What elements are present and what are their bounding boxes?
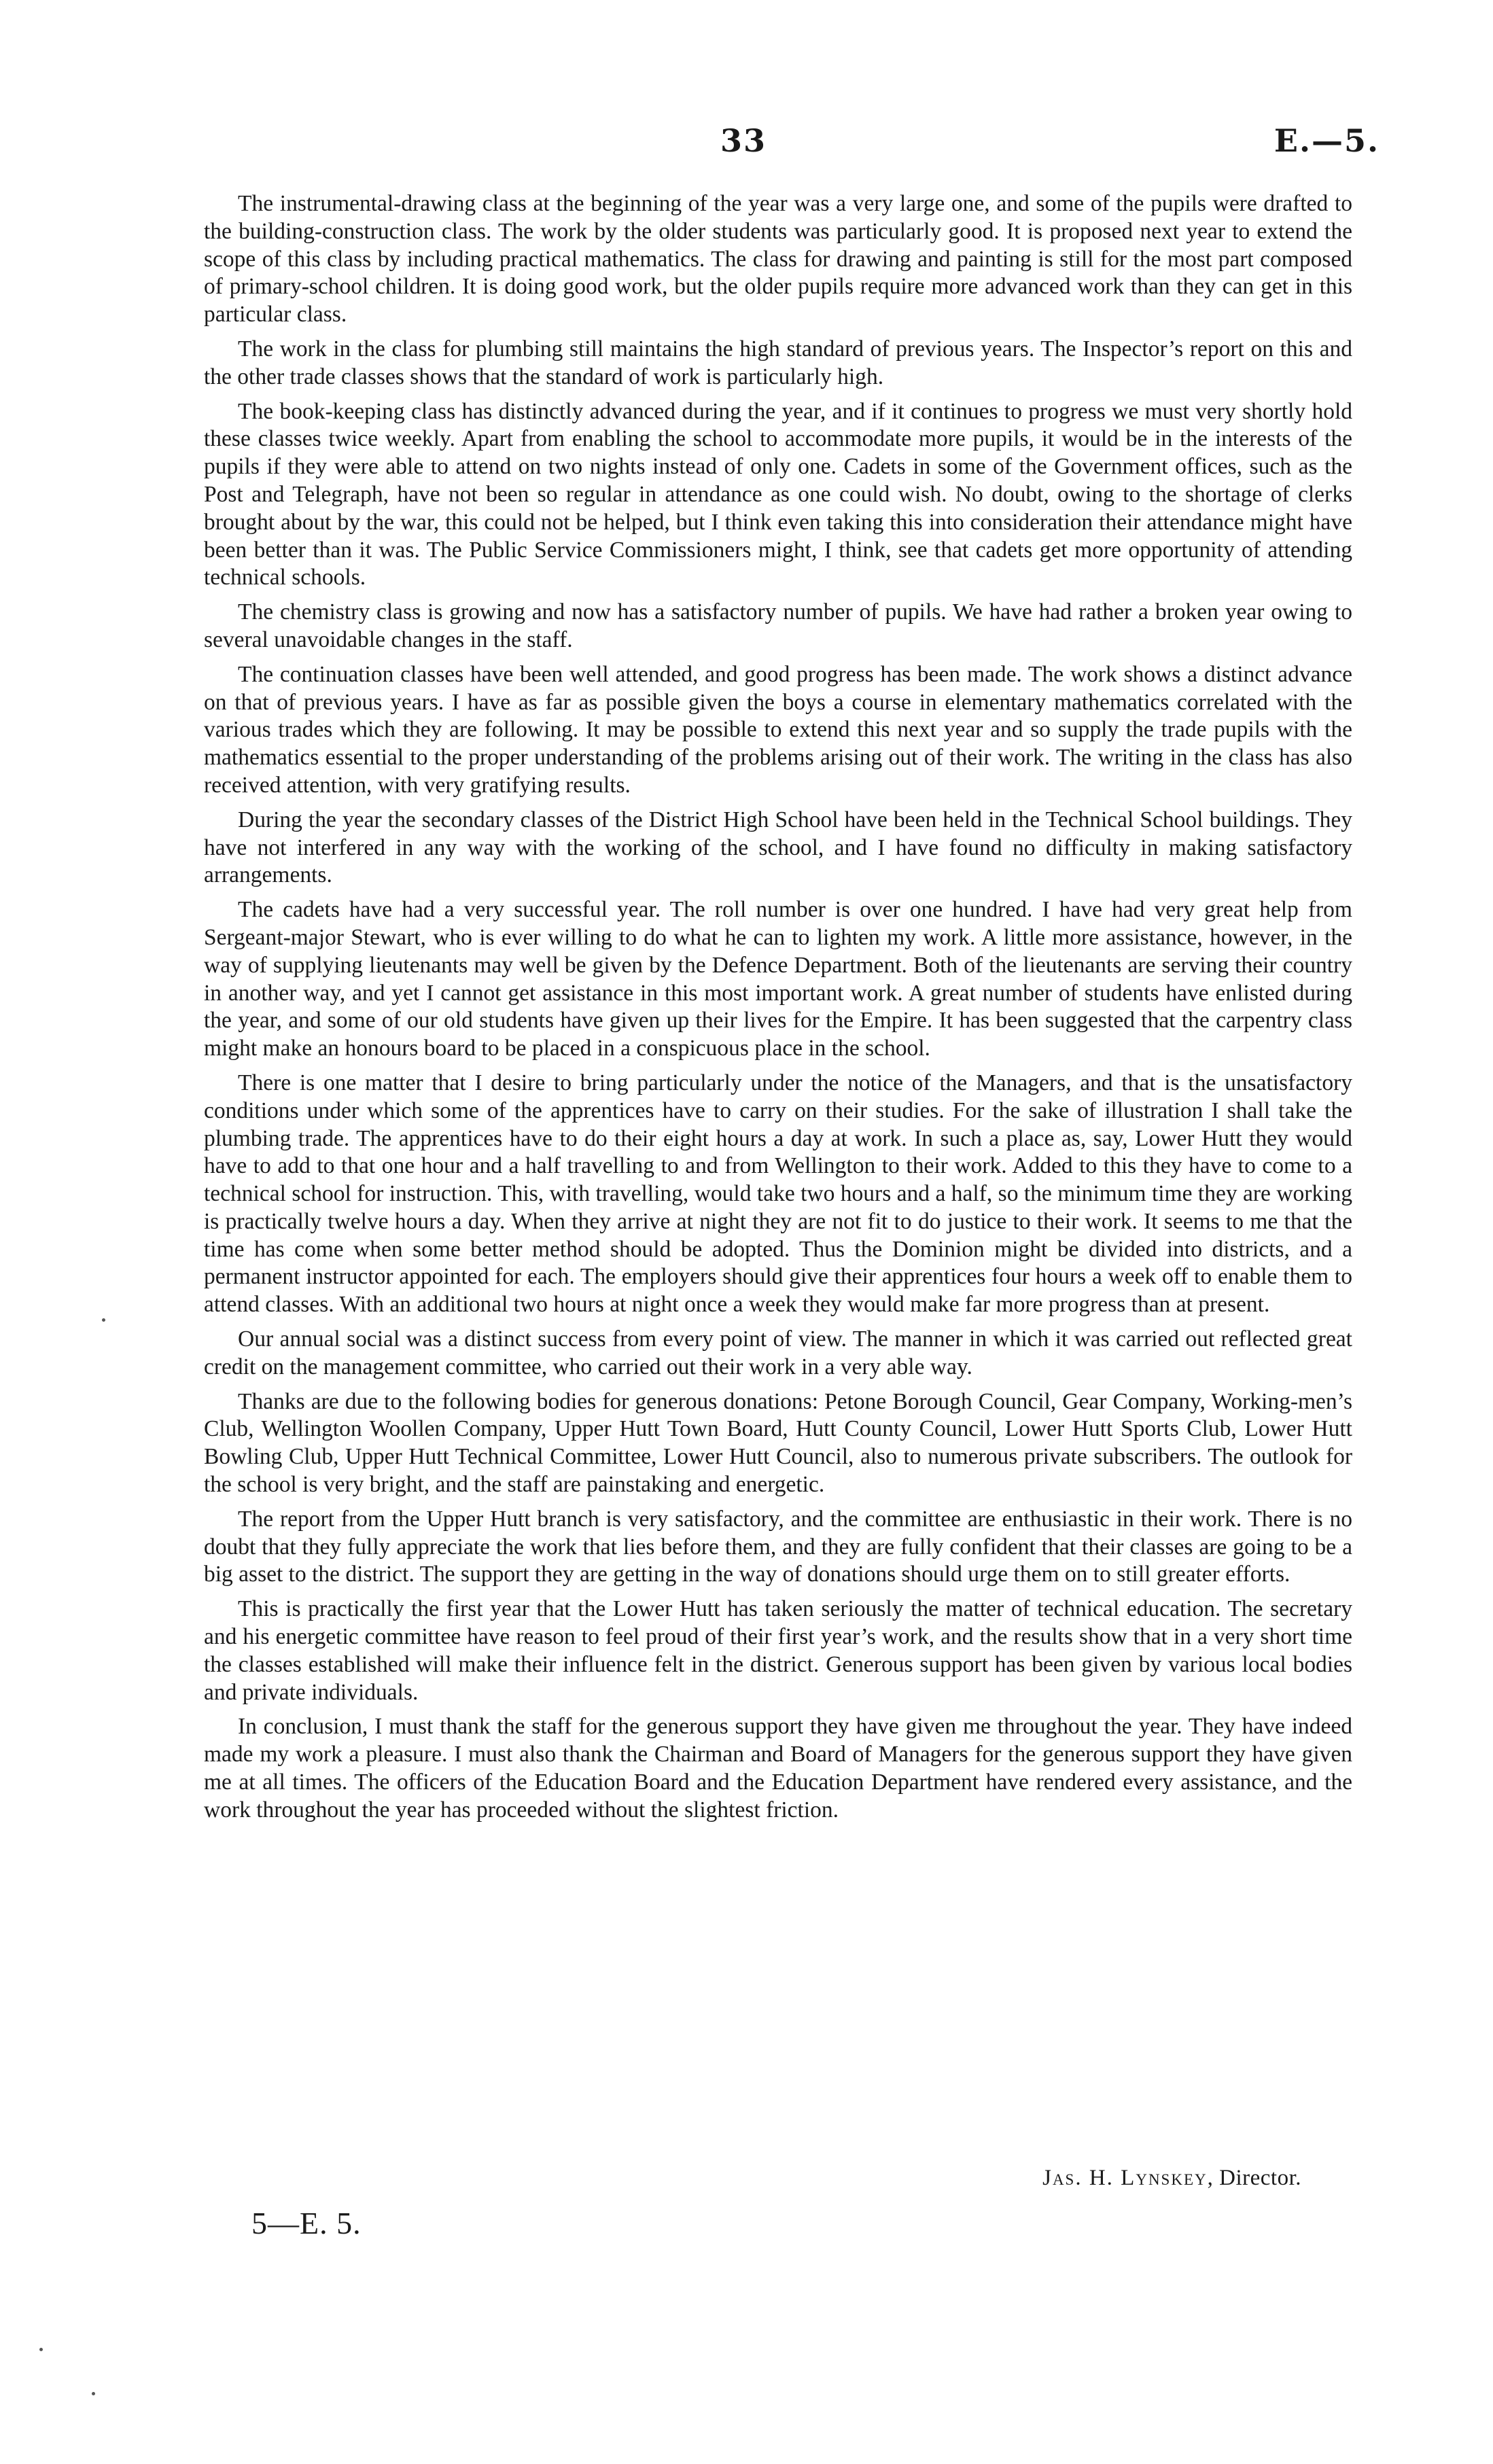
paragraph-apprentices: There is one matter that I desire to bring particularly under the notice of the Managers, and that is the unsatisfactory conditions under which some of the apprentices have to carry on their studies. For the sake of illustration I shall take the plumbing trade. The apprentices have to do their eight hours a day at work. In such a place as, say, Lower Hutt they would have to add to that one hour and a half travelling to and from Wellington to their work. Added to this they have to come to a technical school for instruction. This, with travelling, would take two hours and a half, so the minimum time they are working is practically twelve hours a day. When they arrive at night they are not fit to do justice to their work. It seems to me that the time has come when some better method should be adopted. Thus the Dominion might be divided into districts, and a permanent instructor appointed for each. The employers should give their apprentices four hours a week off to enable them to attend classes. With an additional two hours at night once a week they would make far more progress than at present. — [204, 1070, 1352, 1318]
paragraph-continuation-classes: The continuation classes have been well attended, and good progress has been made. The work shows a distinct advance on that of previous years. I have as far as possible given the boys a course in elementary mathematics correlated with the various trades which they are following. It may be possible to extend this next year and so supply the trade pupils with the mathematics essential to the proper understanding of the problems arising out of their work. The writing in the class has also received attention, with very gratifying results. — [204, 661, 1352, 798]
print-speck — [92, 2392, 95, 2395]
paragraph-book-keeping: The book-keeping class has distinctly advanced during the year, and if it continues to progress we must very shortly hold these classes twice weekly. Apart from enabling the school to accommodate more pupils, it would be in the interests of the pupils if they were able to attend on two nights instead of only one. Cadets in some of the Government offices, such as the Post and Telegraph, have not been so regular in attendance as one could wish. No doubt, owing to the shortage of clerks brought about by the war, this could not be helped, but I think even taking this into consideration their attendance might have been better than it was. The Public Service Commissioners might, I think, see that cadets get more opportunity of attending technical schools. — [204, 398, 1352, 591]
signature — [1042, 2166, 1301, 2191]
paragraph-chemistry: The chemistry class is growing and now has a satisfactory number of pupils. We have had rather a broken year owing to several unavoidable changes in the staff. — [204, 599, 1352, 652]
paragraph-conclusion: In conclusion, I must thank the staff for the generous support they have given me throughout the year. They have indeed made my work a pleasure. I must also thank the Chairman and Board of Managers for the generous support they have given me at all times. The officers of the Education Board and the Education Department have rendered every assistance, and the work throughout the year has proceeded without the slightest friction. — [204, 1714, 1352, 1823]
paragraph-donations: Thanks are due to the following bodies for generous donations: Petone Borough Council, Gear Company, Working-men’s Club, Wellington Woollen Company, Upper Hutt Town Board, Hutt County Council, Lower Hutt Sports Club, Lower Hutt Bowling Club, Upper Hutt Technical Committee, Lower Hutt Council, also to numerous private subscribers. The outlook for the school is very bright, and the staff are painstaking and energetic. — [204, 1388, 1352, 1498]
paragraph-plumbing: The work in the class for plumbing still maintains the high standard of previous years. The Inspector’s report on this and the other trade classes shows that the standard of work is particularly high. — [204, 336, 1352, 389]
page-header — [204, 122, 1380, 170]
paragraph-cadets: The cadets have had a very successful year. The roll number is over one hundred. I have had very great help from Sergeant-major Stewart, who is ever willing to do what he can to lighten my work. A little more assistance, however, in the way of supplying lieutenants may well be given by the Defence Department. Both of the lieutenants are serving their country in another way, and yet I cannot get assistance in this most important work. A great number of students have enlisted during the year, and some of our old students have given up their lives for the Empire. It has been suggested that the carpentry class might make an honours board to be placed in a conspicuous place in the school. — [204, 897, 1352, 1061]
paragraph-upper-hutt: The report from the Upper Hutt branch is very satisfactory, and the committee are enthusiastic in their work. There is no doubt that they fully appreciate the work that lies before them, and they are fully confident that their classes are going to be a big asset to the district. The support they are getting in the way of donations should urge them on to still greater efforts. — [204, 1506, 1352, 1587]
print-speck — [39, 2348, 43, 2351]
paragraph-secondary-classes: During the year the secondary classes of the District High School have been held in the Technical School buildings. They have not interfered in any way with the working of the school, and I have found no difficulty in making satisfactory arrangements. — [204, 807, 1352, 888]
paragraph-instrumental-drawing: The instrumental-drawing class at the beginning of the year was a very large one, and some of the pupils were drafted to the building-construction class. The work by the older students was particularly good. It is proposed next year to extend the scope of this class by including practical mathematics. The class for drawing and painting is still for the most part composed of primary-school children. It is doing good work, but the older pupils require more advanced work than they can get in this particular class. — [204, 191, 1352, 328]
signature-name: Jas. H. Lynskey — [1042, 2166, 1208, 2190]
signature-title: , Director. — [1207, 2166, 1301, 2190]
footer-reference: 5—E. 5. — [251, 2206, 362, 2240]
paper-reference: E.—5. — [1274, 122, 1380, 159]
paragraph-annual-social: Our annual social was a distinct success from every point of view. The manner in which it was carried out reflected great credit on the management committee, who carried out their work in a very able way. — [204, 1326, 1352, 1379]
paragraph-lower-hutt: This is practically the first year that the Lower Hutt has taken seriously the matter of technical education. The secretary and his energetic committee have reason to feel proud of their first year’s work, and the results show that in a very short time the classes established will make their influence felt in the district. Generous support has been given by various local bodies and private individuals. — [204, 1596, 1352, 1705]
page-number: 33 — [720, 122, 767, 159]
report-body — [204, 190, 1352, 1825]
print-speck — [102, 1318, 105, 1322]
